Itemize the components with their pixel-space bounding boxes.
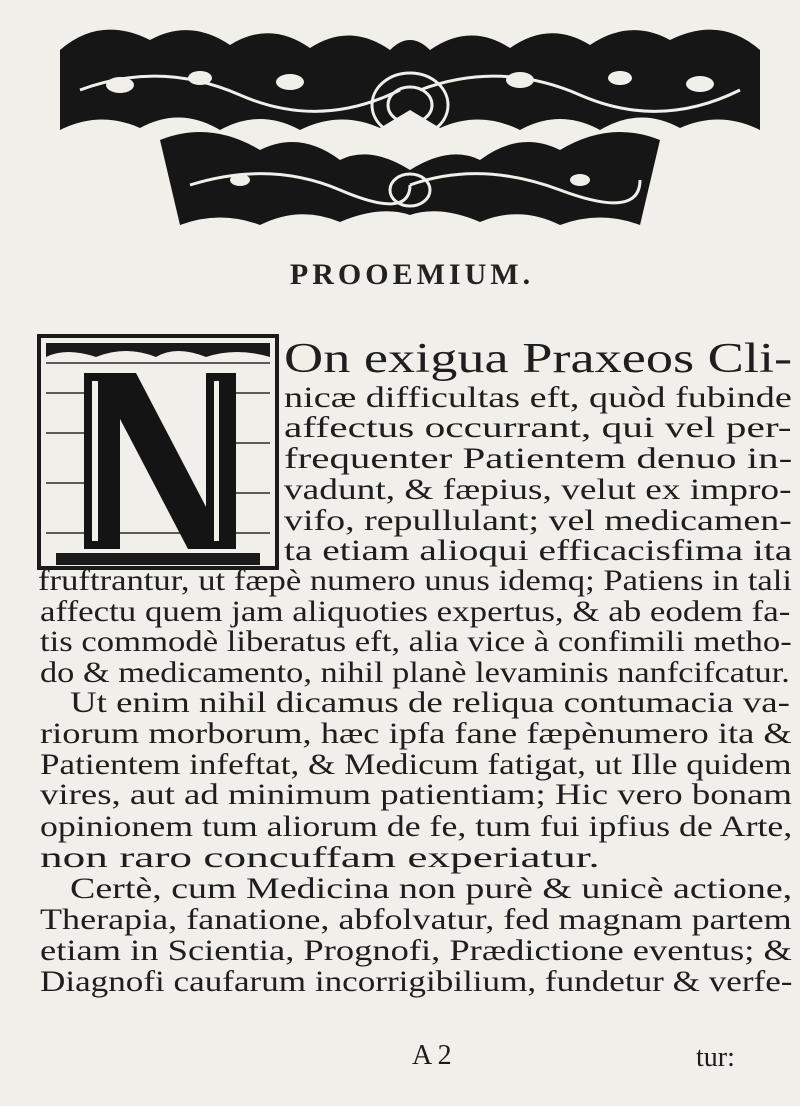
- text-line: vires, aut ad minimum patientiam; Hic vero bonam: [40, 779, 792, 811]
- floral-headpiece-ornament: [40, 10, 780, 242]
- text-line: etiam in Scientia, Prognofi, Prædictione eventus; &: [40, 935, 792, 967]
- signature-mark: A 2: [412, 1040, 452, 1071]
- catchword: tur:: [696, 1042, 735, 1073]
- text-line: ta etiam alioqui efficacisfima ita: [284, 535, 793, 567]
- text-line: Diagnofi caufarum incorrigibilium, fundetur & verfe-: [40, 966, 793, 998]
- text-line: frequenter Patientem denuo in-: [284, 443, 793, 475]
- text-line: Certè, cum Medicina non purè & unicè actione,: [70, 873, 793, 905]
- text-line: riorum morborum, hæc ipfa fane fæpènumero ita &: [40, 718, 792, 750]
- text-line: vifo, repullulant; vel medicamen-: [284, 505, 792, 537]
- text-line: tis commodè liberatus eft, alia vice à confimili metho-: [40, 626, 792, 658]
- text-line: do & medicamento, nihil planè levaminis nanfcifcatur.: [40, 657, 790, 689]
- text-line: fruftrantur, ut fæpè numero unus idemq; Patiens in tali: [38, 565, 792, 597]
- chapter-heading: PROOEMIUM.: [289, 258, 535, 291]
- text-line: opinionem tum aliorum de fe, tum fui ipfius de Arte,: [40, 811, 793, 843]
- text-line: Patientem infeftat, & Medicum fatigat, ut Ille quidem: [40, 749, 792, 781]
- text-line: nicæ difficultas eft, quòd fubinde: [284, 382, 792, 414]
- text-line: Therapia, fanatione, abfolvatur, fed magnam partem: [40, 904, 792, 936]
- text-line: vadunt, & fæpius, velut ex impro-: [284, 474, 792, 506]
- text-line: non raro concuffam experiatur.: [40, 842, 600, 874]
- text-line: On exigua Praxeos Cli-: [284, 336, 793, 382]
- text-line: Ut enim nihil dicamus de reliqua contumacia va-: [70, 687, 790, 719]
- text-line: affectu quem jam aliquoties expertus, & ab eodem fa-: [40, 596, 791, 628]
- decorated-initial-n: [36, 333, 280, 571]
- text-line: affectus occurrant, qui vel per-: [284, 412, 792, 444]
